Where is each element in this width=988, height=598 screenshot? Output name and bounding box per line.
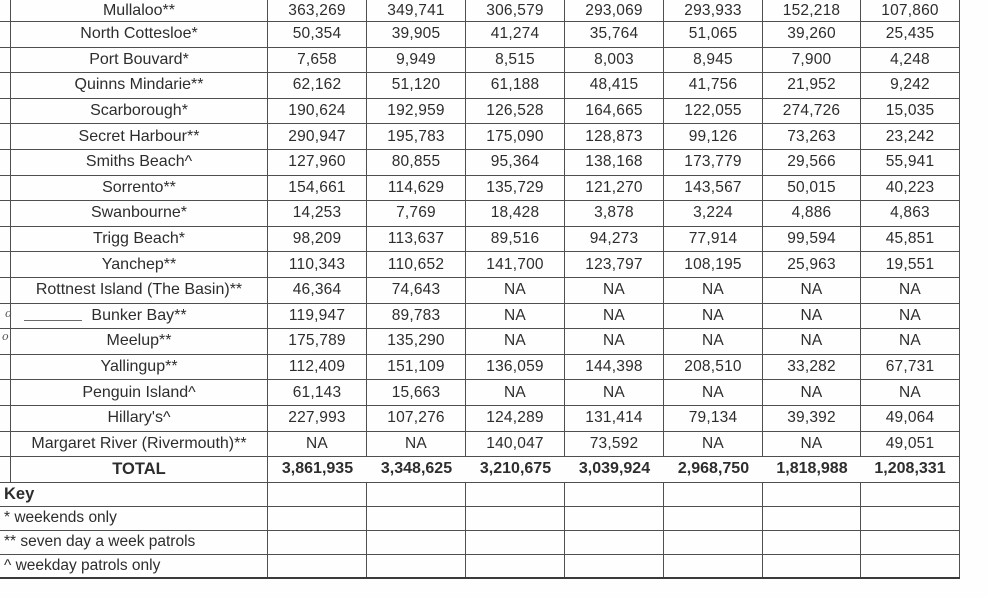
- key-entry-row: [0, 507, 960, 531]
- attendance-value-cell: 23,242: [861, 124, 960, 149]
- key-entry-text: ^ weekday patrols only: [0, 555, 268, 577]
- attendance-value-cell: NA: [268, 432, 367, 457]
- table-row: [0, 150, 960, 176]
- key-empty-cell: [565, 483, 664, 506]
- attendance-value-cell: 108,195: [664, 252, 763, 277]
- attendance-value-cell: 80,855: [367, 150, 466, 175]
- attendance-value-cell: 293,069: [565, 0, 664, 21]
- beach-name-cell: Hillary's^: [10, 406, 268, 431]
- attendance-value-cell: NA: [565, 380, 664, 405]
- attendance-value-cell: NA: [367, 432, 466, 457]
- attendance-value-cell: 164,665: [565, 99, 664, 124]
- key-empty-cell: [565, 555, 664, 577]
- attendance-value-cell: NA: [466, 380, 565, 405]
- key-empty-cell: [861, 483, 960, 506]
- attendance-value-cell: 99,594: [763, 227, 861, 252]
- key-empty-cell: [466, 555, 565, 577]
- attendance-value-cell: 8,515: [466, 48, 565, 73]
- left-margin-stub: [0, 432, 10, 457]
- attendance-value-cell: 107,276: [367, 406, 466, 431]
- attendance-value-cell: 7,900: [763, 48, 861, 73]
- attendance-value-cell: 110,343: [268, 252, 367, 277]
- left-margin-stub: [0, 380, 10, 405]
- attendance-value-cell: 143,567: [664, 176, 763, 201]
- attendance-value-cell: 151,109: [367, 355, 466, 380]
- attendance-value-cell: 39,260: [763, 22, 861, 47]
- total-value-cell: 3,210,675: [479, 460, 552, 478]
- attendance-value-cell: 136,059: [466, 355, 565, 380]
- attendance-value-cell: 274,726: [763, 99, 861, 124]
- attendance-value-cell: 73,592: [565, 432, 664, 457]
- beach-name-cell: Meelup**: [10, 329, 268, 354]
- attendance-value-cell: 19,551: [861, 252, 960, 277]
- attendance-value-cell: NA: [565, 304, 664, 329]
- attendance-value-cell: 25,963: [763, 252, 861, 277]
- attendance-value-cell: NA: [763, 329, 861, 354]
- attendance-value-cell: NA: [763, 432, 861, 457]
- attendance-value-cell: 77,914: [664, 227, 763, 252]
- attendance-value-cell: 99,126: [664, 124, 763, 149]
- attendance-value-cell: NA: [664, 380, 763, 405]
- key-empty-cell: [466, 483, 565, 506]
- attendance-value-cell: 49,051: [861, 432, 960, 457]
- left-margin-stub: [0, 150, 10, 175]
- attendance-value-cell: 55,941: [861, 150, 960, 175]
- beach-name-cell: Yallingup**: [10, 355, 268, 380]
- handwritten-circle-mark: o: [5, 307, 12, 320]
- attendance-value-cell: 306,579: [466, 0, 565, 21]
- table-row: [0, 48, 960, 74]
- attendance-value-cell: 123,797: [565, 252, 664, 277]
- beach-name-cell: Secret Harbour**: [10, 124, 268, 149]
- key-empty-cell: [367, 531, 466, 554]
- beach-name-cell: Quinns Mindarie**: [10, 73, 268, 98]
- attendance-value-cell: 290,947: [268, 124, 367, 149]
- attendance-value-cell: 79,134: [664, 406, 763, 431]
- attendance-value-cell: 41,756: [664, 73, 763, 98]
- attendance-value-cell: 144,398: [565, 355, 664, 380]
- beach-name-cell: Penguin Island^: [10, 380, 268, 405]
- key-empty-cell: [367, 507, 466, 530]
- key-empty-cell: [367, 483, 466, 506]
- table-row: [0, 176, 960, 202]
- left-margin-stub: [0, 48, 10, 73]
- table-row: [0, 22, 960, 48]
- left-margin-stub: [0, 278, 10, 303]
- attendance-value-cell: 61,143: [268, 380, 367, 405]
- attendance-value-cell: 7,769: [367, 201, 466, 226]
- key-empty-cell: [268, 507, 367, 530]
- key-title-row: [0, 483, 960, 507]
- attendance-value-cell: NA: [763, 278, 861, 303]
- attendance-value-cell: NA: [466, 278, 565, 303]
- attendance-value-cell: 46,364: [268, 278, 367, 303]
- left-margin-stub: [0, 406, 10, 431]
- beach-name-cell: Margaret River (Rivermouth)**: [10, 432, 268, 457]
- left-margin-stub: [0, 457, 10, 482]
- beach-name-cell: Port Bouvard*: [10, 48, 268, 73]
- key-empty-cell: [664, 483, 763, 506]
- attendance-value-cell: 195,783: [367, 124, 466, 149]
- attendance-value-cell: 73,263: [763, 124, 861, 149]
- attendance-value-cell: 45,851: [861, 227, 960, 252]
- key-empty-cell: [466, 507, 565, 530]
- left-margin-stub: [0, 252, 10, 277]
- beach-name-cell: Trigg Beach*: [10, 227, 268, 252]
- attendance-value-cell: 94,273: [565, 227, 664, 252]
- beach-name-cell: Sorrento**: [10, 176, 268, 201]
- total-value-cell: 3,861,935: [281, 460, 354, 478]
- attendance-value-cell: 50,354: [268, 22, 367, 47]
- key-empty-cell: [861, 531, 960, 554]
- attendance-value-cell: 3,224: [664, 201, 763, 226]
- table-row: [0, 73, 960, 99]
- attendance-value-cell: 112,409: [268, 355, 367, 380]
- handwritten-dash-mark: [24, 320, 82, 321]
- attendance-value-cell: NA: [861, 380, 960, 405]
- attendance-value-cell: NA: [861, 329, 960, 354]
- attendance-value-cell: 127,960: [268, 150, 367, 175]
- attendance-value-cell: 35,764: [565, 22, 664, 47]
- beach-name-cell: Scarborough*: [10, 99, 268, 124]
- key-empty-cell: [664, 507, 763, 530]
- attendance-value-cell: 48,415: [565, 73, 664, 98]
- table-row: [0, 432, 960, 458]
- attendance-value-cell: 49,064: [861, 406, 960, 431]
- attendance-value-cell: 107,860: [861, 0, 960, 21]
- left-margin-stub: [0, 201, 10, 226]
- key-entry-text: * weekends only: [0, 507, 268, 530]
- attendance-value-cell: NA: [861, 304, 960, 329]
- attendance-value-cell: 8,003: [565, 48, 664, 73]
- attendance-value-cell: 3,878: [565, 201, 664, 226]
- total-value-cell: 3,039,924: [578, 460, 651, 478]
- total-value-cell: 3,348,625: [380, 460, 453, 478]
- attendance-value-cell: 175,789: [268, 329, 367, 354]
- attendance-value-cell: 138,168: [565, 150, 664, 175]
- attendance-value-cell: 135,290: [367, 329, 466, 354]
- attendance-value-cell: 363,269: [268, 0, 367, 21]
- key-empty-cell: [367, 555, 466, 577]
- key-empty-cell: [268, 531, 367, 554]
- attendance-value-cell: 4,886: [763, 201, 861, 226]
- attendance-value-cell: 114,629: [367, 176, 466, 201]
- table-row: [0, 99, 960, 125]
- attendance-value-cell: 124,289: [466, 406, 565, 431]
- attendance-value-cell: 152,218: [763, 0, 861, 21]
- key-entry-row: [0, 531, 960, 555]
- key-empty-cell: [268, 483, 367, 506]
- attendance-value-cell: NA: [664, 304, 763, 329]
- table-row: [0, 124, 960, 150]
- attendance-value-cell: 135,729: [466, 176, 565, 201]
- key-empty-cell: [565, 531, 664, 554]
- beach-name-cell: Smiths Beach^: [10, 150, 268, 175]
- attendance-value-cell: 25,435: [861, 22, 960, 47]
- handwritten-circle-mark: o: [2, 330, 9, 343]
- attendance-value-cell: NA: [861, 278, 960, 303]
- attendance-value-cell: 95,364: [466, 150, 565, 175]
- left-margin-stub: [0, 355, 10, 380]
- key-empty-cell: [664, 531, 763, 554]
- attendance-value-cell: 39,905: [367, 22, 466, 47]
- table-row: [0, 304, 960, 330]
- key-empty-cell: [466, 531, 565, 554]
- left-margin-stub: [0, 73, 10, 98]
- attendance-value-cell: 14,253: [268, 201, 367, 226]
- attendance-value-cell: 4,863: [861, 201, 960, 226]
- total-value-cell: 1,208,331: [861, 457, 960, 482]
- attendance-value-cell: 126,528: [466, 99, 565, 124]
- attendance-value-cell: 113,637: [367, 227, 466, 252]
- total-value-cell: 1,818,988: [776, 460, 848, 478]
- beach-name-cell: Mullaloo**: [10, 0, 268, 21]
- attendance-value-cell: NA: [466, 304, 565, 329]
- attendance-value-cell: 131,414: [565, 406, 664, 431]
- attendance-value-cell: 15,663: [367, 380, 466, 405]
- attendance-value-cell: 154,661: [268, 176, 367, 201]
- attendance-value-cell: 349,741: [367, 0, 466, 21]
- table-row: [0, 0, 960, 22]
- key-empty-cell: [763, 507, 861, 530]
- beach-name-cell: North Cottesloe*: [10, 22, 268, 47]
- key-entry-text: ** seven day a week patrols: [0, 531, 268, 554]
- attendance-value-cell: 15,035: [861, 99, 960, 124]
- left-margin-stub: [0, 0, 10, 21]
- attendance-value-cell: 110,652: [367, 252, 466, 277]
- table-row: [0, 252, 960, 278]
- attendance-value-cell: 227,993: [268, 406, 367, 431]
- attendance-value-cell: 9,949: [367, 48, 466, 73]
- beach-name-cell: Bunker Bay**: [10, 304, 268, 329]
- attendance-value-cell: 40,223: [861, 176, 960, 201]
- key-empty-cell: [664, 555, 763, 577]
- attendance-value-cell: 41,274: [466, 22, 565, 47]
- attendance-value-cell: NA: [664, 278, 763, 303]
- attendance-value-cell: 192,959: [367, 99, 466, 124]
- key-empty-cell: [763, 531, 861, 554]
- attendance-value-cell: 67,731: [861, 355, 960, 380]
- attendance-value-cell: 21,952: [763, 73, 861, 98]
- key-empty-cell: [861, 507, 960, 530]
- attendance-value-cell: NA: [763, 304, 861, 329]
- attendance-value-cell: 51,120: [367, 73, 466, 98]
- left-margin-stub: [0, 176, 10, 201]
- attendance-value-cell: 128,873: [565, 124, 664, 149]
- attendance-value-cell: NA: [565, 329, 664, 354]
- key-empty-cell: [861, 555, 960, 577]
- attendance-value-cell: 7,658: [268, 48, 367, 73]
- attendance-value-cell: 39,392: [763, 406, 861, 431]
- attendance-value-cell: 4,248: [861, 48, 960, 73]
- attendance-value-cell: 208,510: [664, 355, 763, 380]
- key-title: Key: [0, 483, 268, 506]
- attendance-value-cell: 293,933: [664, 0, 763, 21]
- key-empty-cell: [268, 555, 367, 577]
- attendance-value-cell: NA: [763, 380, 861, 405]
- total-value-cell: 2,968,750: [677, 460, 750, 478]
- attendance-value-cell: NA: [466, 329, 565, 354]
- attendance-value-cell: 61,188: [466, 73, 565, 98]
- attendance-value-cell: 173,779: [664, 150, 763, 175]
- attendance-value-cell: NA: [565, 278, 664, 303]
- left-margin-stub: [0, 124, 10, 149]
- table-row: [0, 227, 960, 253]
- attendance-value-cell: 51,065: [664, 22, 763, 47]
- attendance-value-cell: 62,162: [268, 73, 367, 98]
- attendance-value-cell: 119,947: [268, 304, 367, 329]
- left-margin-stub: [0, 227, 10, 252]
- left-margin-stub: [0, 22, 10, 47]
- left-margin-stub: [0, 99, 10, 124]
- key-entry-row: [0, 555, 960, 579]
- attendance-value-cell: 18,428: [466, 201, 565, 226]
- total-row: [0, 457, 960, 483]
- attendance-value-cell: 98,209: [268, 227, 367, 252]
- table-row: [0, 201, 960, 227]
- table-row: [0, 329, 960, 355]
- beach-name-cell: Yanchep**: [10, 252, 268, 277]
- attendance-value-cell: 33,282: [763, 355, 861, 380]
- beach-name-cell: Swanbourne*: [10, 201, 268, 226]
- attendance-value-cell: 141,700: [466, 252, 565, 277]
- attendance-value-cell: 74,643: [367, 278, 466, 303]
- attendance-value-cell: 9,242: [861, 73, 960, 98]
- attendance-value-cell: 29,566: [763, 150, 861, 175]
- beach-name-cell: Rottnest Island (The Basin)**: [10, 278, 268, 303]
- attendance-value-cell: 140,047: [466, 432, 565, 457]
- attendance-value-cell: 121,270: [565, 176, 664, 201]
- attendance-value-cell: NA: [664, 432, 763, 457]
- table-row: [0, 278, 960, 304]
- attendance-value-cell: NA: [664, 329, 763, 354]
- attendance-value-cell: 122,055: [664, 99, 763, 124]
- table-row: [0, 406, 960, 432]
- attendance-value-cell: 89,783: [367, 304, 466, 329]
- total-label-cell: TOTAL: [10, 457, 268, 482]
- attendance-value-cell: 8,945: [664, 48, 763, 73]
- attendance-value-cell: 190,624: [268, 99, 367, 124]
- attendance-value-cell: 50,015: [763, 176, 861, 201]
- attendance-value-cell: 89,516: [466, 227, 565, 252]
- key-empty-cell: [763, 555, 861, 577]
- attendance-value-cell: 175,090: [466, 124, 565, 149]
- key-empty-cell: [763, 483, 861, 506]
- key-empty-cell: [565, 507, 664, 530]
- table-row: [0, 355, 960, 381]
- table-row: [0, 380, 960, 406]
